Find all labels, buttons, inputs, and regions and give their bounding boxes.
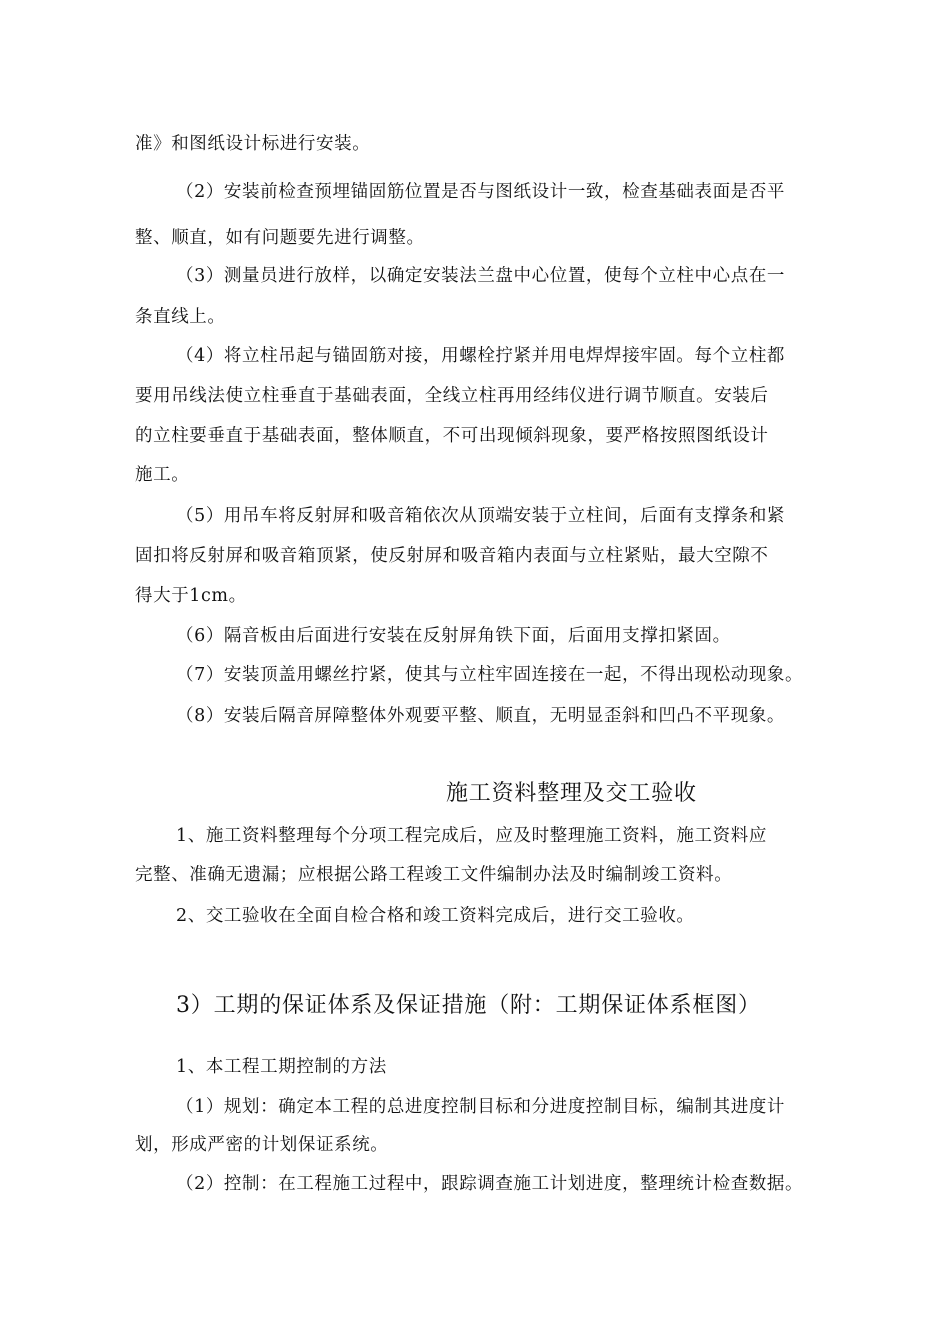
paragraph-line: 划，形成严密的计划保证系统。 — [135, 1135, 389, 1155]
paragraph-line: 得大于1cm。 — [135, 586, 247, 606]
paragraph-line: （7）安装顶盖用螺丝拧紧，使其与立柱牢固连接在一起，不得出现松动现象。 — [176, 665, 804, 685]
paragraph-line: 条直线上。 — [135, 307, 226, 327]
paragraph-line: （1）规划：确定本工程的总进度控制目标和分进度控制目标，编制其进度计 — [176, 1097, 786, 1117]
paragraph-line: 要用吊线法使立柱垂直于基础表面，全线立柱再用经纬仪进行调节顺直。安装后 — [135, 386, 769, 406]
section-heading: 施工资料整理及交工验收 — [446, 781, 697, 806]
paragraph-line: 1、本工程工期控制的方法 — [176, 1057, 387, 1077]
section-heading: 3）工期的保证体系及保证措施（附：工期保证体系框图） — [176, 993, 761, 1018]
paragraph-line: （2）安装前检查预埋锚固筋位置是否与图纸设计一致，检查基础表面是否平 — [176, 182, 786, 202]
paragraph-line: （5）用吊车将反射屏和吸音箱依次从顶端安装于立柱间，后面有支撑条和紧 — [176, 506, 786, 526]
paragraph-line: 完整、准确无遗漏；应根据公路工程竣工文件编制办法及时编制竣工资料。 — [135, 865, 733, 885]
paragraph-line: 固扣将反射屏和吸音箱顶紧，使反射屏和吸音箱内表面与立柱紧贴，最大空隙不 — [135, 546, 769, 566]
paragraph-line: 的立柱要垂直于基础表面，整体顺直，不可出现倾斜现象，要严格按照图纸设计 — [135, 426, 769, 446]
paragraph-line: （2）控制：在工程施工过程中，跟踪调查施工计划进度，整理统计检查数据。 — [176, 1174, 804, 1194]
paragraph-line: 施工。 — [135, 465, 190, 485]
paragraph-line: 准》和图纸设计标进行安装。 — [135, 134, 371, 154]
paragraph-line: （8）安装后隔音屏障整体外观要平整、顺直，无明显歪斜和凹凸不平现象。 — [176, 706, 786, 726]
paragraph-line: 2、交工验收在全面自检合格和竣工资料完成后，进行交工验收。 — [176, 906, 695, 926]
paragraph-line: （3）测量员进行放样，以确定安装法兰盘中心位置，使每个立柱中心点在一 — [176, 266, 786, 286]
paragraph-line: 1、施工资料整理每个分项工程完成后，应及时整理施工资料，施工资料应 — [176, 826, 767, 846]
paragraph-line: 整、顺直，如有问题要先进行调整。 — [135, 228, 425, 248]
paragraph-line: （4）将立柱吊起与锚固筋对接，用螺栓拧紧并用电焊焊接牢固。每个立柱都 — [176, 346, 786, 366]
paragraph-line: （6）隔音板由后面进行安装在反射屏角铁下面，后面用支撑扣紧固。 — [176, 626, 731, 646]
